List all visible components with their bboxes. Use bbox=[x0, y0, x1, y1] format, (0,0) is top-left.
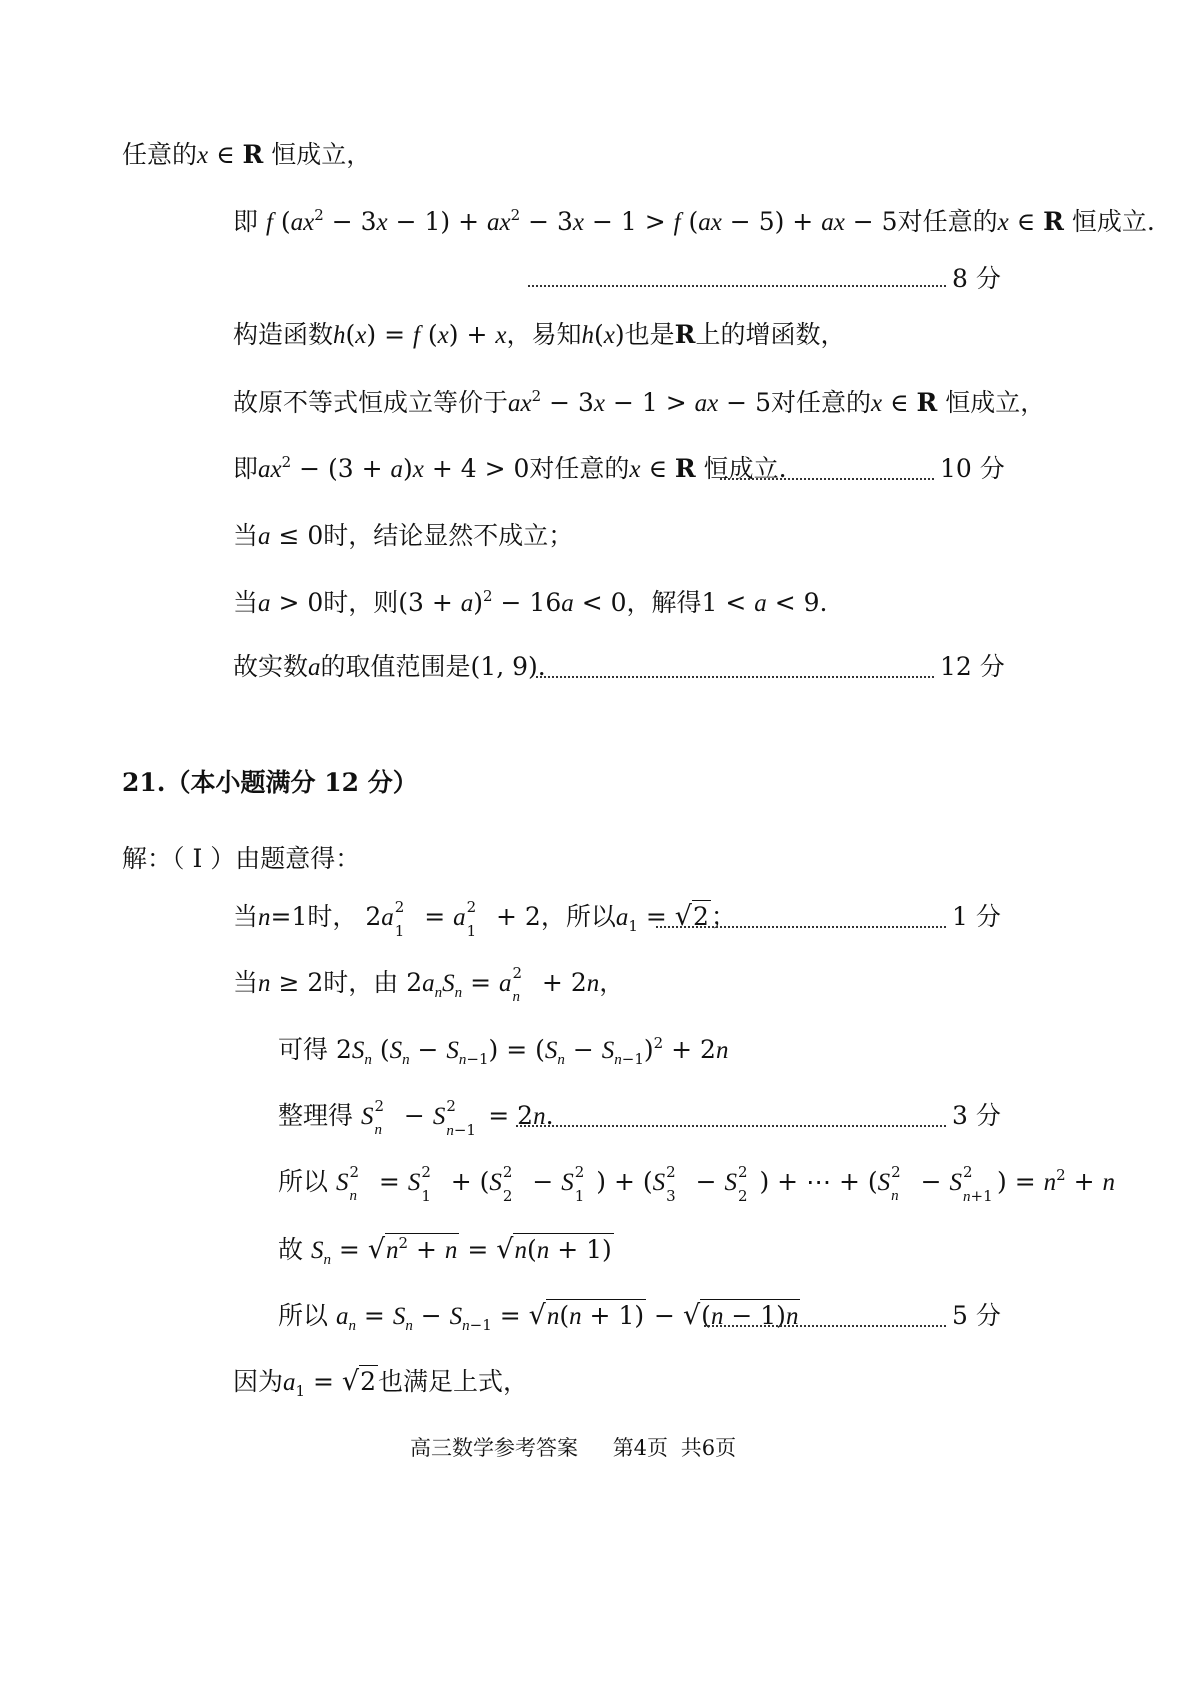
line-text: 上的增函数， bbox=[695, 320, 846, 349]
page-footer bbox=[410, 1434, 736, 1462]
text-line: 故原不等式恒成立等价于$ax^2 - 3x - 1$ > ax − 5对任意的x ∈ R 恒成立， bbox=[233, 387, 1046, 417]
line-text: 任意的 bbox=[122, 140, 198, 169]
line-text: ，解得 bbox=[626, 588, 702, 617]
line-text: 解：（ Ⅰ ）由题意得： bbox=[122, 844, 361, 873]
line-text: 当 bbox=[233, 588, 259, 617]
line-text: 故 bbox=[278, 1235, 304, 1264]
footer-page: 第4页 bbox=[612, 1436, 669, 1460]
text-line: 故实数a的取值范围是(1, 9). bbox=[233, 652, 546, 681]
score-label: 10 分 bbox=[940, 454, 1005, 483]
score-label: 1 分 bbox=[952, 902, 1001, 931]
line-text: 当 bbox=[233, 521, 259, 550]
line-text: 也满足上式， bbox=[378, 1367, 529, 1396]
text-line: 构造函数h(x) = f (x) + x，易知h(x)也是R上的增函数， bbox=[233, 320, 846, 349]
line-text: 时， bbox=[307, 902, 358, 931]
line-text: ，所以 bbox=[540, 902, 616, 931]
line-text: 可得 bbox=[278, 1035, 329, 1064]
line-text: 所以 bbox=[278, 1301, 329, 1330]
text-line: 当n ≥ 2时，由 $2a_nS_n = a$ 2 n + 2n， bbox=[233, 964, 625, 1005]
text-line: 可得 $2S_n$ $(S_n - S_{n-1}) = (S_n - S_{n-1})^2 + 2n$ bbox=[278, 1034, 729, 1068]
section-heading bbox=[122, 766, 418, 800]
line-text: 构造函数 bbox=[233, 320, 334, 349]
line-text: ，易知 bbox=[506, 320, 582, 349]
line-text: ， bbox=[599, 968, 625, 997]
text-line: 当a > 0时，则$(3 + a)^2 - 16a < 0$，解得1 < a < 9. bbox=[233, 587, 828, 617]
text-line: 所以 $a_n = S_n - S_{n-1} = √n(n + 1) - √(n - 1)n$ bbox=[278, 1300, 799, 1334]
text-line: 所以 S 2 n = S 2 1 + (S 2 2 − S 2 1 ) + (S 2 3 − S 2 2 ) + ⋯ + (S 2 n − S 2 n+1 ) = $n^2 + n$ bbox=[278, 1163, 1116, 1205]
math-expression: x bbox=[197, 142, 209, 169]
dotted-leader bbox=[528, 285, 946, 287]
line-text: . bbox=[537, 652, 546, 681]
line-text: 即 bbox=[233, 454, 259, 483]
sqrt-symbol: √n(n + 1) bbox=[496, 1234, 612, 1265]
line-text: 时，由 bbox=[323, 968, 399, 997]
score-label: 8 分 bbox=[952, 264, 1001, 293]
line-text: 对任意的 bbox=[529, 454, 630, 483]
math-expression: R bbox=[242, 140, 264, 169]
line-text: 恒成立， bbox=[271, 140, 372, 169]
score-label: 5 分 bbox=[952, 1301, 1001, 1330]
text-line: 即 f $(ax^2 - 3x - 1) + ax^2 - 3x - 1 > f$ (ax − 5) + ax − 5对任意的x ∈ R 恒成立. bbox=[233, 206, 1155, 236]
sqrt-symbol: $√n^2 + n$ bbox=[367, 1234, 458, 1265]
line-text: 故实数 bbox=[233, 652, 309, 681]
dotted-leader bbox=[656, 926, 946, 928]
line-text: 时，则 bbox=[323, 588, 399, 617]
text-line: 当a ≤ 0时，结论显然不成立； bbox=[233, 521, 574, 550]
score-label: 12 分 bbox=[940, 652, 1005, 681]
dotted-leader bbox=[704, 1325, 946, 1327]
line-text: 故原不等式恒成立等价于 bbox=[233, 388, 509, 417]
line-text: 对任意的 bbox=[770, 388, 871, 417]
line-text: 恒成立. bbox=[703, 454, 787, 483]
dotted-leader bbox=[720, 478, 934, 480]
dotted-leader bbox=[516, 1125, 946, 1127]
text-line: 任意的x ∈ R 恒成立， bbox=[122, 140, 372, 169]
line-text: . bbox=[545, 1101, 554, 1130]
line-text: 即 bbox=[233, 207, 259, 236]
line-text: 当 bbox=[233, 902, 259, 931]
line-text: . bbox=[819, 588, 828, 617]
sqrt-symbol: √2 bbox=[674, 901, 709, 932]
math-expression: f bbox=[265, 209, 273, 236]
line-text: 所以 bbox=[278, 1167, 329, 1196]
line-text: 时，结论显然不成立； bbox=[323, 521, 574, 550]
text-line: 当n=1时， 2a 2 1 = a 2 1 + 2，所以$a_1 = √2$； bbox=[233, 898, 736, 940]
sqrt-symbol: √(n − 1)n bbox=[682, 1300, 799, 1331]
line-text: ； bbox=[710, 902, 736, 931]
text-line bbox=[122, 842, 360, 876]
line-text: 整理得 bbox=[278, 1101, 354, 1130]
heading-text: 21.（本小题满分 12 分） bbox=[122, 768, 418, 797]
footer-title: 高三数学参考答案 bbox=[410, 1436, 578, 1460]
score-label: 3 分 bbox=[952, 1101, 1001, 1130]
text-line: 整理得 S 2 n − S 2 n−1 = 2n. bbox=[278, 1097, 554, 1139]
text-line: 故 $S_n = √n^2 + n = √n(n + 1)$ bbox=[278, 1234, 612, 1268]
dotted-leader bbox=[536, 676, 934, 678]
text-line: 即$ax^2 - (3 + a)x + 4 > 0$对任意的x ∈ R 恒成立. bbox=[233, 453, 787, 483]
line-text: 的取值范围是 bbox=[320, 652, 471, 681]
line-text: 恒成立， bbox=[945, 388, 1046, 417]
text-line: 因为$a_1 = √2$也满足上式， bbox=[233, 1366, 529, 1400]
math-expression: h bbox=[333, 322, 346, 349]
sqrt-symbol: √2 bbox=[341, 1366, 377, 1397]
line-text: 对任意的 bbox=[897, 207, 998, 236]
footer-total: 共6页 bbox=[680, 1436, 737, 1460]
line-text: 恒成立. bbox=[1071, 207, 1155, 236]
sqrt-symbol: √n(n + 1) bbox=[528, 1300, 645, 1331]
line-text: 因为 bbox=[233, 1367, 284, 1396]
line-text: 当 bbox=[233, 968, 259, 997]
line-text: 也是 bbox=[624, 320, 675, 349]
